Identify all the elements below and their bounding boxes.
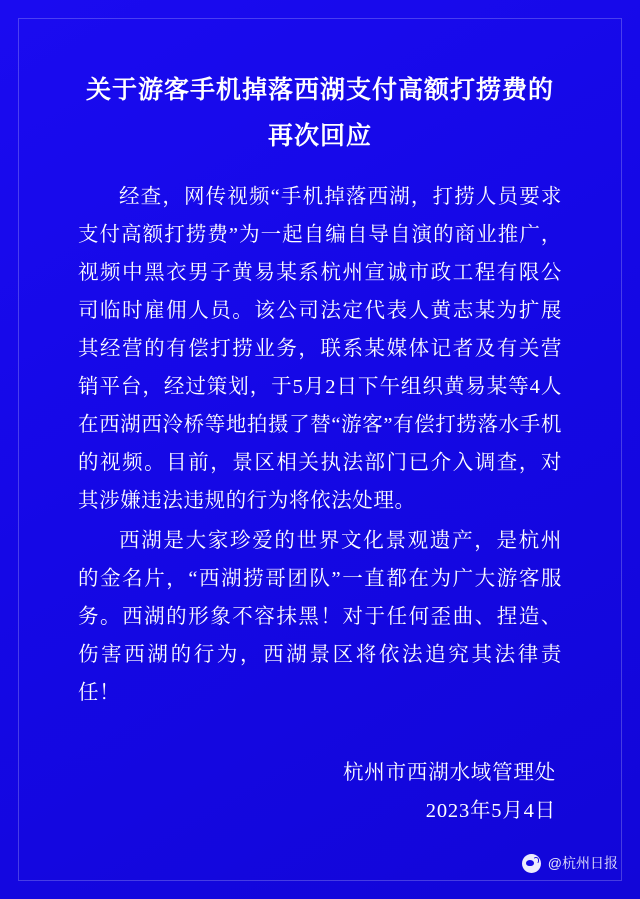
- watermark: [522, 853, 618, 873]
- paragraph-2: 西湖是大家珍爱的世界文化景观遗产，是杭州的金名片，“西湖捞哥团队”一直都在为广大游客服务。西湖的形象不容抹黑！对于任何歪曲、捏造、伤害西湖的行为，西湖景区将依法追究其法律责任！: [78, 530, 562, 704]
- title-line-2: 再次回应: [267, 123, 372, 150]
- signature-block: [78, 754, 562, 830]
- watermark-label: @杭州日报: [547, 855, 618, 871]
- document-content: [78, 68, 562, 830]
- page-title: [78, 68, 562, 160]
- paragraph-1: 经查，网传视频“手机掉落西湖，打捞人员要求支付高额打捞费”为一起自编自导自演的商业推广，视频中黑衣男子黄易某系杭州宣诚市政工程有限公司临时雇佣人员。该公司法定代表人黄志某为扩展其经营的有偿打捞业务，联系某媒体记者及有关营销平台，经过策划，于5月2日下午组织黄易某等4人在西湖西泠桥等地拍摄了替“游客”有偿打捞落水手机的视频。目前，景区相关执法部门已介入调查，对其涉嫌违法违规的行为将依法处理。: [78, 186, 562, 512]
- signature-date: 2023年5月4日: [425, 800, 556, 822]
- weibo-icon: [522, 854, 541, 873]
- signature-issuer: 杭州市西湖水域管理处: [343, 762, 556, 784]
- title-line-1: 关于游客手机掉落西湖支付高额打捞费的: [85, 77, 554, 104]
- document-body: [78, 178, 562, 712]
